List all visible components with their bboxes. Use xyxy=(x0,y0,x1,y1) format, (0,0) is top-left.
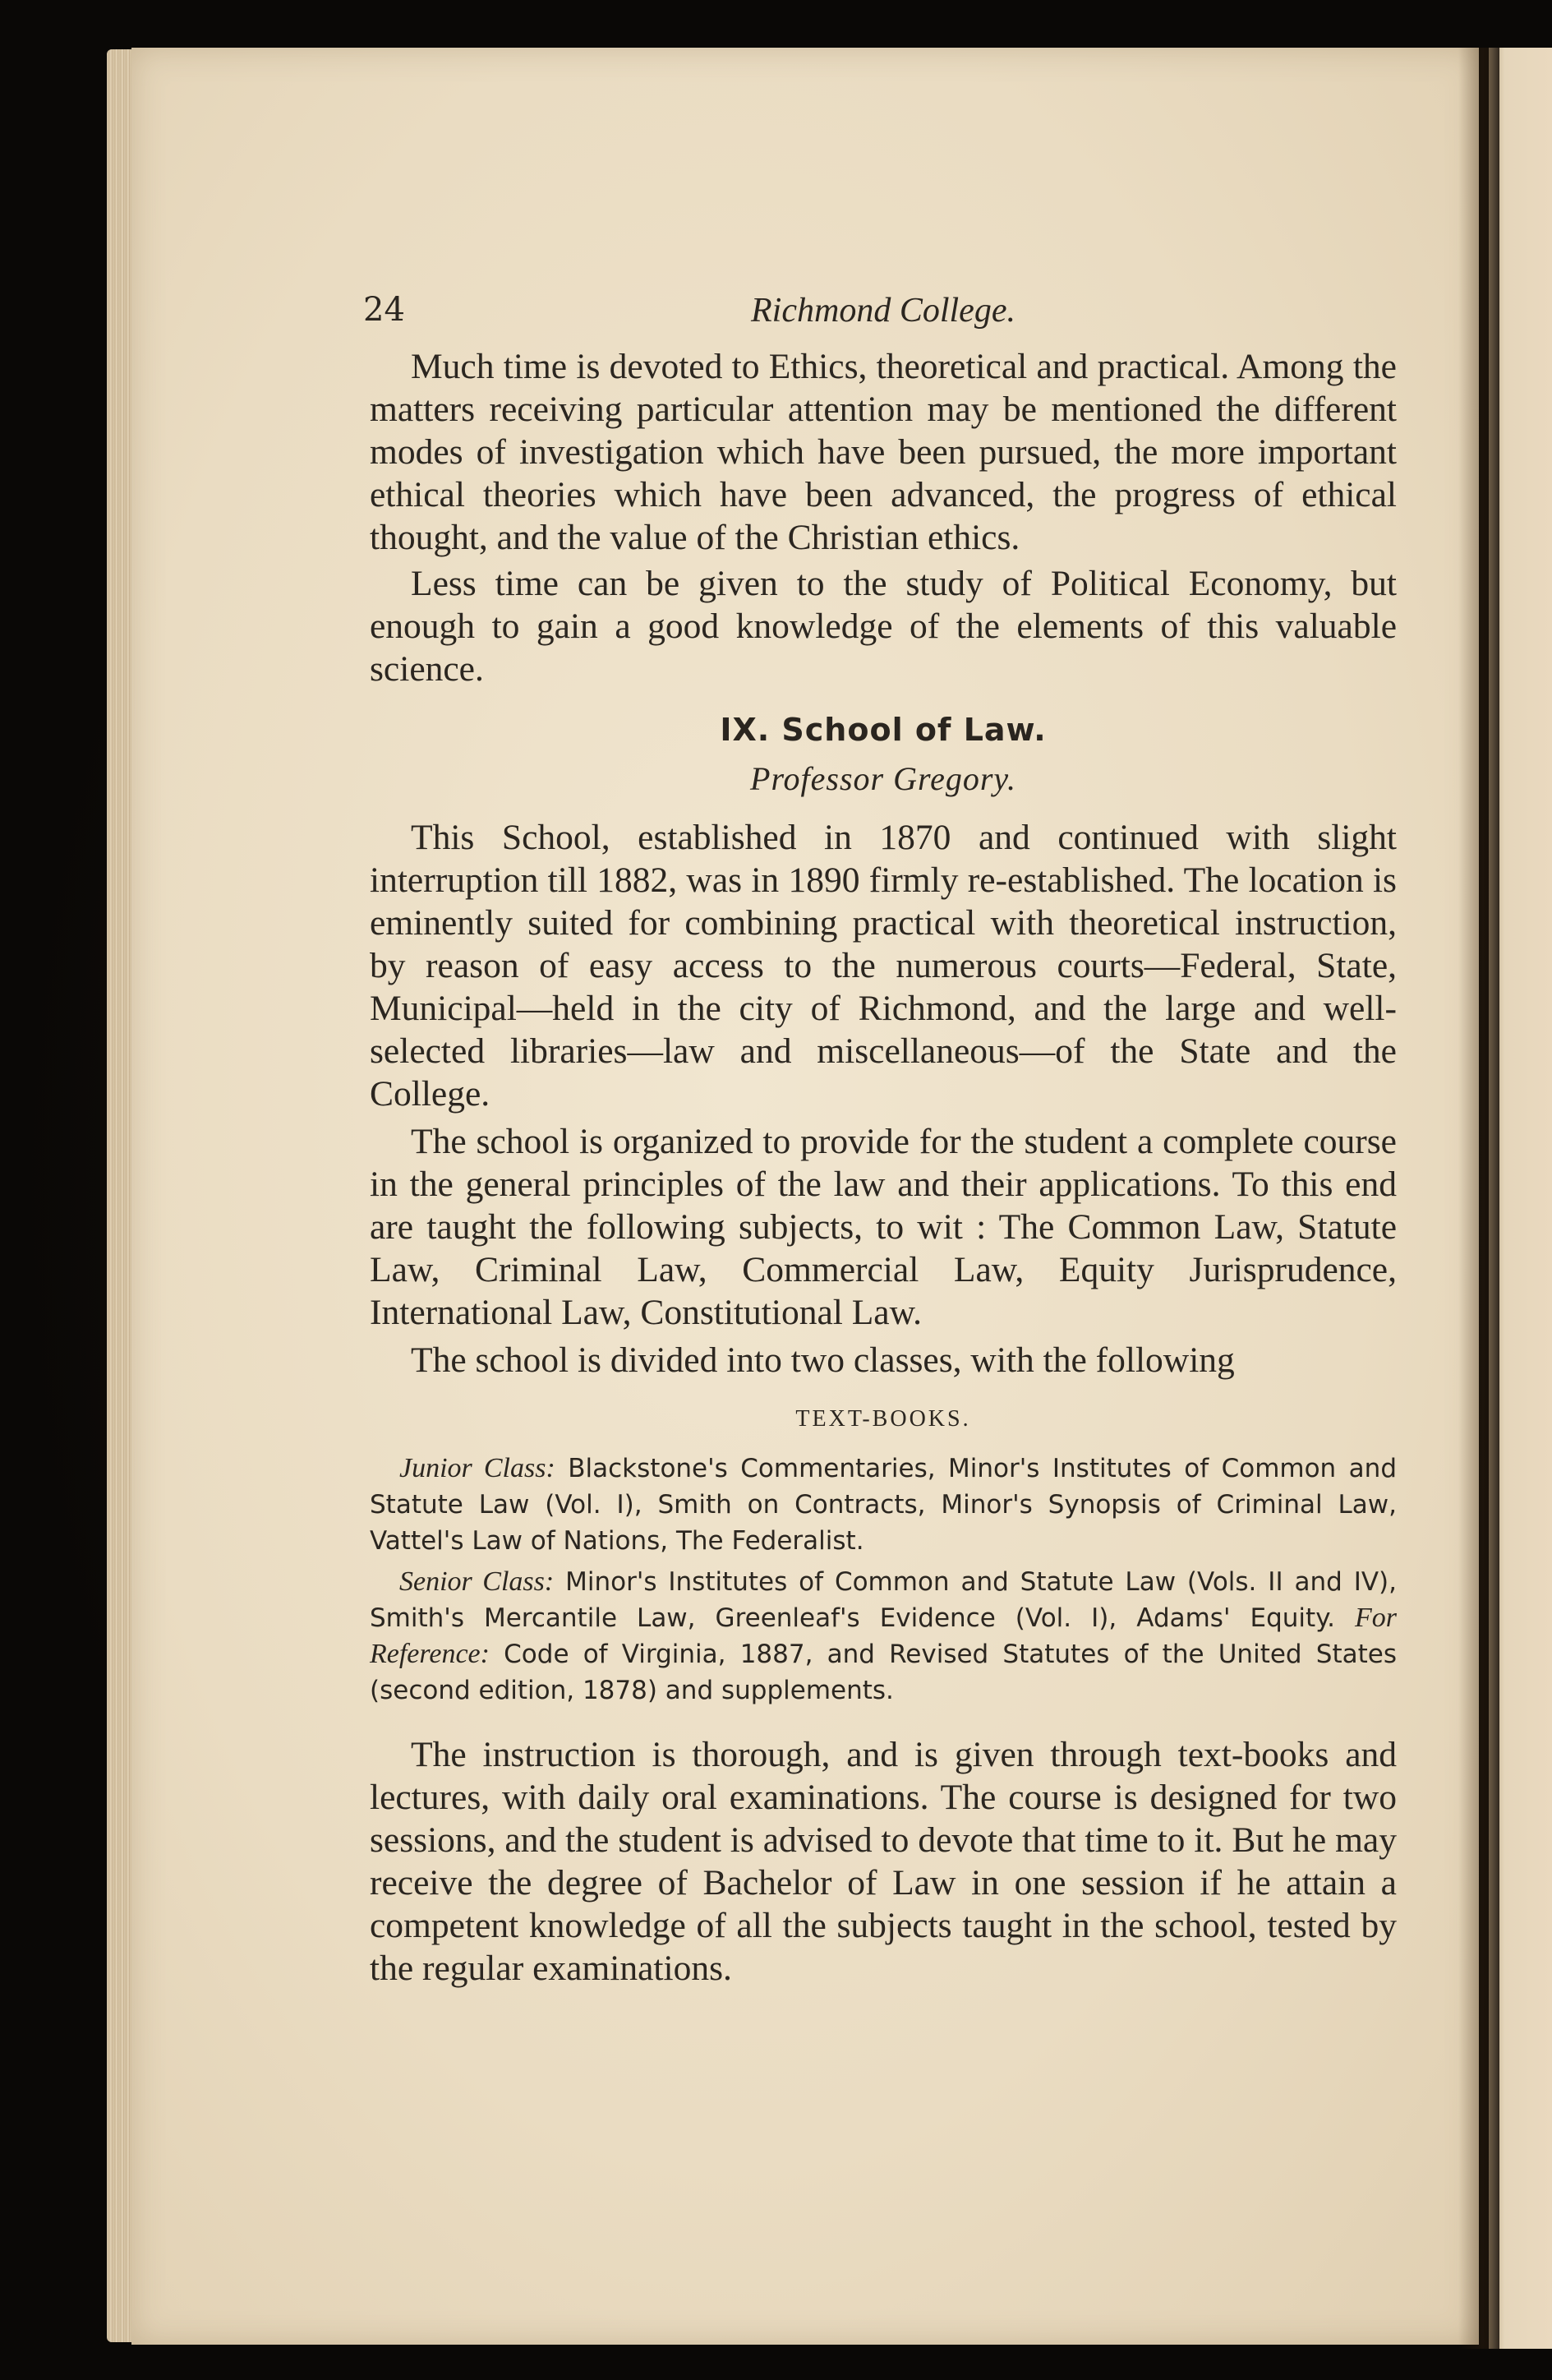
junior-class-textbooks xyxy=(370,1451,1397,1559)
senior-class-text: Minor's Institutes of Common and Statute Law (Vols. II and IV), Smith's Mercantile Law, Greenleaf's Evidence (Vol. I), Adams' Equity. xyxy=(370,1567,1397,1633)
running-title: Richmond College. xyxy=(751,292,1015,330)
paragraph-law-school-history: This School, established in 1870 and continued with slight interruption till 1882, was in 1890 firmly re-established. The location is eminently suited for combining practical with theoretical instruction, by reason of easy access to the numerous courts—Federal, State, Municipal—held in the city of Richmond, and the large and well-selected libraries—law and miscellaneous—of the State and the College. xyxy=(370,818,1397,1114)
gutter-shadow xyxy=(1458,48,1499,2349)
senior-class-label: Senior Class: xyxy=(399,1566,555,1597)
junior-class-text: Blackstone's Commentaries, Minor's Institutes of Common and Statute Law (Vol. I), Smith on Contracts, Minor's Synopsis of Criminal Law, Vattel's Law of Nations, The Federalist. xyxy=(370,1454,1397,1556)
paragraph-instruction: The instruction is thorough, and is given through text-books and lectures, with daily oral examinations. The course is designed for two sessions, and the student is advised to devote that time to it. But he may receive the degree of Bachelor of Law in one session if he attain a competent knowledge of all the subjects taught in the school, tested by the regular examinations. xyxy=(370,1735,1397,1988)
reference-label: For Reference: xyxy=(370,1603,1397,1669)
senior-class-textbooks xyxy=(370,1564,1397,1709)
section-heading: IX. School of Law. xyxy=(720,712,1047,748)
page-content xyxy=(363,279,1397,1990)
paragraph-ethics: Much time is devoted to Ethics, theoretical and practical. Among the matters receiving particular attention may be mentioned the different modes of investigation which have been pursued, the more important ethical theories which have been advanced, the progress of ethical thought, and the value of the Christian ethics. xyxy=(370,347,1397,557)
professor-name: Professor Gregory. xyxy=(750,760,1016,797)
running-head xyxy=(363,279,1397,345)
paragraph-law-school-classes: The school is divided into two classes, with the following xyxy=(411,1340,1235,1380)
junior-class-label: Junior Class: xyxy=(399,1453,555,1483)
reference-text: Code of Virginia, 1887, and Revised Statutes of the United States (second edition, 1878) and supplements. xyxy=(370,1640,1397,1705)
spacer xyxy=(370,1709,1397,1733)
page-number: 24 xyxy=(363,291,405,329)
textbooks-heading: TEXT-BOOKS. xyxy=(795,1406,971,1432)
paragraph-political-economy: Less time can be given to the study of Political Economy, but enough to gain a good knowledge of the elements of this valuable science. xyxy=(370,564,1397,689)
paragraph-law-school-course: The school is organized to provide for the student a complete course in the general principles of the law and their applications. To this end are taught the following subjects, to wit : The Common Law, Statute Law, Criminal Law, Commercial Law, Equity Jurisprudence, International Law, Constitutional Law. xyxy=(370,1122,1397,1332)
